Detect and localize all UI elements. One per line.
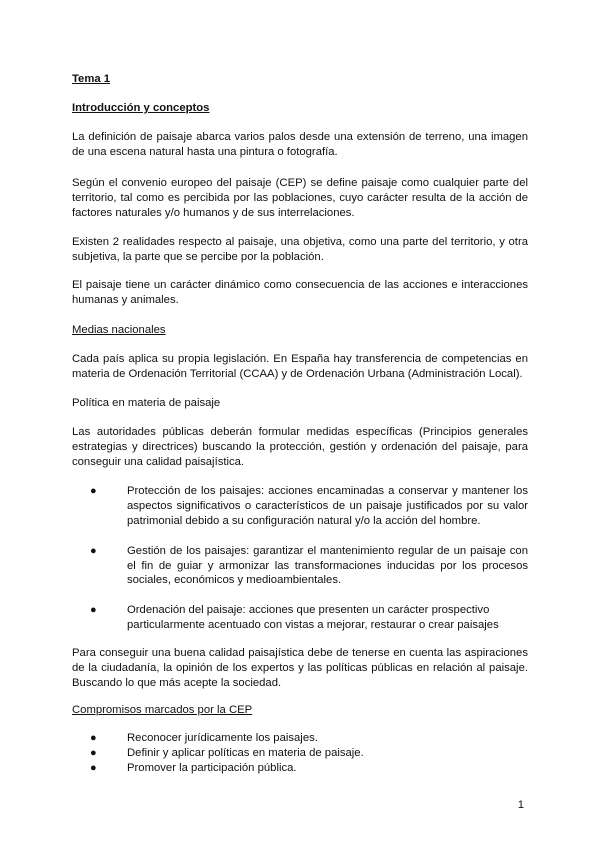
list-item-text: Promover la participación pública. — [127, 761, 297, 774]
paragraph-dinamico: El paisaje tiene un carácter dinámico como consecuencia de las acciones e interacciones humanas y animales. — [72, 279, 528, 306]
bullet-icon: ● — [90, 485, 97, 497]
paragraph-definicion: La definición de paisaje abarca varios palos desde una extensión de terreno, una imagen de una escena natural hasta una pintura o fotografía. — [72, 131, 528, 158]
section-heading-medias: Medias nacionales — [72, 324, 166, 336]
list-item-text: Reconocer jurídicamente los paisajes. — [127, 732, 318, 744]
list-item — [90, 544, 528, 589]
page-number: 1 — [517, 799, 524, 811]
list-item — [90, 731, 528, 746]
list-item-text: Ordenación del paisaje: acciones que presenten un carácter prospectivo particularmente acentuado con vistas a mejorar, restaurar o crear paisajes — [127, 604, 499, 632]
bullet-icon: ● — [90, 604, 97, 617]
document-title: Tema 1 — [72, 73, 111, 85]
list-item — [90, 603, 528, 633]
paragraph-medias: Cada país aplica su propia legislación. En España hay transferencia de competencias en materia de Ordenación Territorial (CCAA) y de Ordenación Urbana (Administración Local). — [72, 353, 528, 380]
list-item-text: Protección de los paisajes: acciones encaminadas a conservar y mantener los aspectos significativos o característicos de un paisaje justificados por su valor patrimonial debido a su configuración natural y/o la acción del hombre. — [127, 485, 528, 527]
paragraph-convenio: Según el convenio europeo del paisaje (CEP) se define paisaje como cualquier parte del territorio, tal como es percibida por las poblaciones, cuyo carácter resulta de la acción de factores naturales y/o humanos y de sus interrelaciones. — [72, 177, 528, 219]
section-heading-politica: Política en materia de paisaje — [72, 397, 221, 409]
list-item — [90, 761, 528, 776]
bullet-icon: ● — [90, 761, 97, 774]
compromisos-bullet-list — [90, 731, 528, 776]
list-item-text: Definir y aplicar políticas en materia de paisaje. — [127, 746, 364, 759]
list-item-text: Gestión de los paisajes: garantizar el mantenimiento regular de un paisaje con el fin de guiar y armonizar las transformaciones inducidas por los procesos sociales, económicos y medioambientales. — [127, 544, 528, 587]
politica-bullet-list — [90, 484, 528, 633]
list-item — [90, 484, 528, 529]
bullet-icon: ● — [90, 746, 97, 759]
bullet-icon: ● — [90, 732, 97, 744]
paragraph-politica: Las autoridades públicas deberán formular medidas específicas (Principios generales estrategias y directrices) buscando la protección, gestión y ordenación del paisaje, para conseguir una calidad paisajística. — [72, 426, 528, 468]
section-heading-introduccion: Introducción y conceptos — [72, 102, 210, 114]
section-heading-compromisos: Compromisos marcados por la CEP — [72, 704, 253, 716]
bullet-icon: ● — [90, 544, 97, 557]
list-item — [90, 746, 528, 761]
paragraph-realidades: Existen 2 realidades respecto al paisaje, una objetiva, como una parte del territorio, y otra subjetiva, la parte que se percibe por la población. — [72, 236, 528, 263]
paragraph-calidad: Para conseguir una buena calidad paisajística debe de tenerse en cuenta las aspiraciones de la ciudadanía, la opinión de los expertos y las políticas públicas en relación al paisaje. Buscando lo que más acepte la sociedad. — [72, 647, 528, 689]
